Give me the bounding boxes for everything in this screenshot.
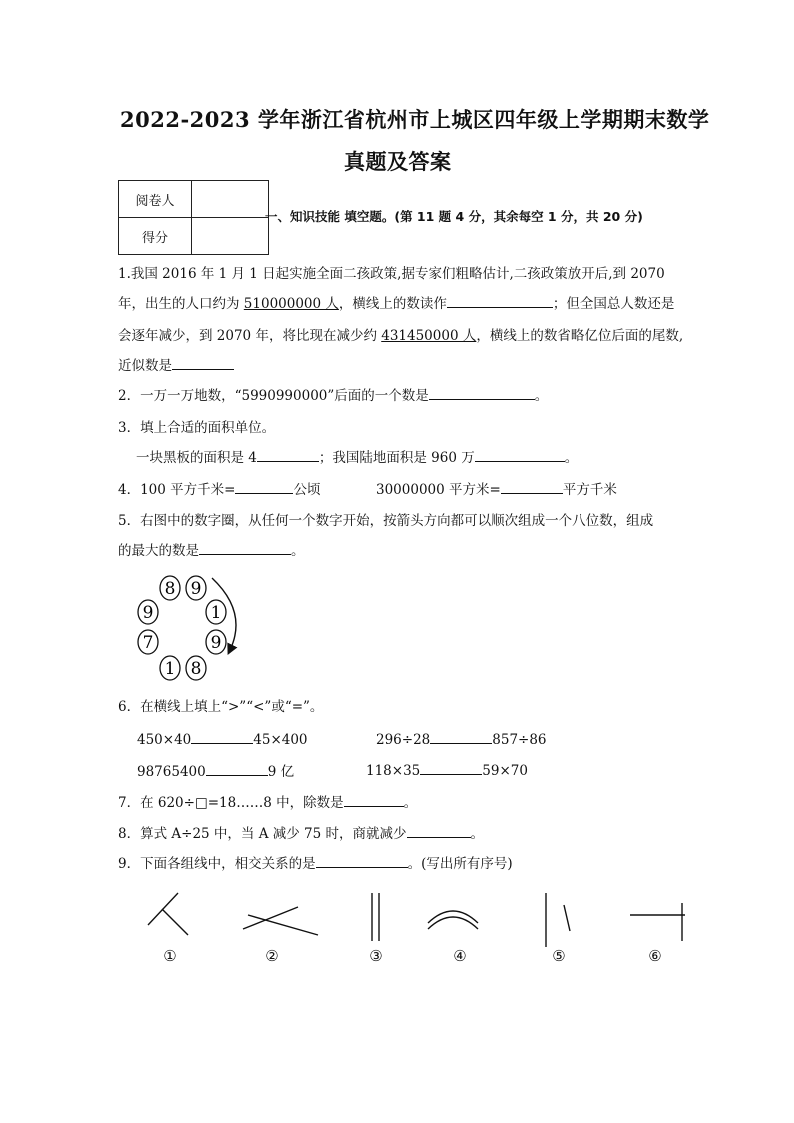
- q6-c3-left: 98765400: [137, 764, 206, 780]
- q1-line2-a: 年，出生的人口约为: [118, 296, 244, 312]
- q4: [118, 478, 320, 498]
- figure-2: [243, 907, 318, 935]
- digit-label: 9: [142, 603, 154, 623]
- score-table: [118, 180, 269, 255]
- q9: [118, 852, 513, 872]
- q9-line-figures: [130, 885, 700, 970]
- q7-text: 7．在 620÷□=18……8 中，除数是: [118, 795, 344, 811]
- figure-label-6: ⑥: [648, 947, 662, 965]
- q3-sub-c: 。: [564, 450, 579, 466]
- q6-c4-left: 118×35: [366, 763, 421, 779]
- q6-blank-4[interactable]: [420, 760, 482, 775]
- q6: 6．在横线上填上“>”“<”或“=”。: [118, 699, 324, 715]
- q8: [118, 822, 484, 842]
- q1-line4: [118, 354, 234, 374]
- digit-circle-figure: [130, 572, 250, 684]
- q6-compare-2: [376, 729, 547, 748]
- q3-sub: [136, 446, 578, 466]
- q1-line2-c: ；但全国总人数还是: [552, 296, 675, 312]
- digit-label: 7: [142, 633, 154, 653]
- figure-label-2: ②: [265, 947, 279, 965]
- q9-end: 。(写出所有序号): [407, 856, 513, 872]
- q8-answer-blank[interactable]: [407, 823, 471, 838]
- q4-d: 平方千米: [562, 482, 617, 498]
- score-cell[interactable]: [192, 218, 269, 255]
- q5-line2-text: 的最大的数是: [118, 543, 199, 559]
- q3-sub-b: ；我国陆地面积是 960 万: [318, 450, 475, 466]
- q4-answer-blank-2[interactable]: [501, 479, 563, 494]
- q4-part2: [376, 478, 617, 498]
- q6-c3-right: 9 亿: [267, 764, 295, 780]
- figure-label-1: ①: [163, 947, 177, 965]
- q3-answer-blank-1[interactable]: [257, 447, 319, 462]
- figure-label-5: ⑤: [552, 947, 566, 965]
- q7-end: 。: [403, 795, 418, 811]
- q4-answer-blank-1[interactable]: [235, 479, 293, 494]
- q2: [118, 384, 548, 404]
- q7-answer-blank[interactable]: [344, 792, 404, 807]
- page-title: 2022-2023 学年浙江省杭州市上城区四年级上学期期末数学: [120, 107, 710, 132]
- q9-text: 9．下面各组线中，相交关系的是: [118, 856, 316, 872]
- figure-3: [372, 893, 379, 941]
- q3-answer-blank-2[interactable]: [475, 447, 565, 462]
- q2-text: 2．一万一万地数，“5990990000”后面的一个数是: [118, 388, 429, 404]
- digit-label: 1: [210, 603, 222, 623]
- q5-line2: [118, 539, 305, 559]
- q2-end: 。: [534, 388, 549, 404]
- q5-line1: 5．右图中的数字圈，从任何一个数字开始，按箭头方向都可以顺次组成一个八位数，组成: [118, 513, 654, 529]
- q1-answer-blank-2[interactable]: [172, 355, 234, 370]
- q3: 3．填上合适的面积单位。: [118, 420, 276, 436]
- q1-line3-a: 会逐年减少，到 2070 年，将比现在减少约: [118, 328, 382, 344]
- figure-label-3: ③: [369, 947, 383, 965]
- q5-answer-blank[interactable]: [199, 540, 291, 555]
- q6-c1-right: 45×400: [253, 732, 308, 748]
- q1-line3: [118, 324, 683, 344]
- score-label: 得分: [119, 218, 192, 255]
- digit-label: 8: [190, 659, 202, 679]
- q6-compare-1: [137, 729, 308, 748]
- q5-end: 。: [291, 543, 305, 559]
- q6-blank-3[interactable]: [206, 761, 268, 776]
- q6-c1-left: 450×40: [137, 732, 192, 748]
- q7: [118, 791, 417, 811]
- q4-c: 30000000 平方米=: [376, 482, 501, 498]
- q1-line3-b: ，横线上的数省略亿位后面的尾数,: [476, 328, 684, 344]
- digit-label: 1: [164, 659, 176, 679]
- section-heading: 一、知识技能 填空题。(第 11 题 4 分，其余每空 1 分，共 20 分): [265, 209, 643, 224]
- digit-label: 9: [190, 579, 202, 599]
- q4-b: 公顷: [293, 482, 321, 498]
- figure-label-4: ④: [453, 947, 467, 965]
- q1-underlined-number-2: 431450000 人: [381, 328, 477, 344]
- q2-answer-blank[interactable]: [429, 385, 535, 400]
- q6-blank-2[interactable]: [430, 729, 492, 744]
- digit-label: 8: [164, 579, 176, 599]
- figure-6: [630, 903, 685, 941]
- page-title-line2: 真题及答案: [344, 149, 452, 174]
- q1-line4-text: 近似数是: [118, 358, 172, 374]
- reviewer-label: 阅卷人: [119, 181, 192, 218]
- q6-c2-left: 296÷28: [376, 732, 431, 748]
- reviewer-cell[interactable]: [192, 181, 269, 218]
- q6-compare-4: [366, 760, 528, 779]
- q4-a: 4．100 平方千米=: [118, 482, 236, 498]
- q6-blank-1[interactable]: [191, 729, 253, 744]
- q6-c4-right: 59×70: [482, 763, 528, 779]
- figure-5: [546, 893, 570, 947]
- q9-answer-blank[interactable]: [316, 853, 408, 868]
- figure-4: [428, 911, 478, 929]
- figure-1: [148, 893, 188, 935]
- q1-answer-blank-1[interactable]: [447, 293, 553, 308]
- digit-label: 9: [210, 633, 222, 653]
- q6-c2-right: 857÷86: [492, 732, 547, 748]
- q1-line2: [118, 292, 674, 312]
- q8-end: 。: [470, 826, 485, 842]
- q3-sub-a: 一块黑板的面积是 4: [136, 450, 257, 466]
- q8-text: 8．算式 A÷25 中，当 A 减少 75 时，商就减少: [118, 826, 407, 842]
- q1-line2-b: ，横线上的数读作: [338, 296, 447, 312]
- q6-compare-3: [137, 760, 294, 780]
- q1-line1: 1.我国 2016 年 1 月 1 日起实施全面二孩政策,据专家们粗略估计,二孩政策放开后,到 2070: [118, 266, 665, 282]
- digit-ring: [138, 576, 226, 680]
- q1-underlined-number: 510000000 人: [243, 296, 339, 312]
